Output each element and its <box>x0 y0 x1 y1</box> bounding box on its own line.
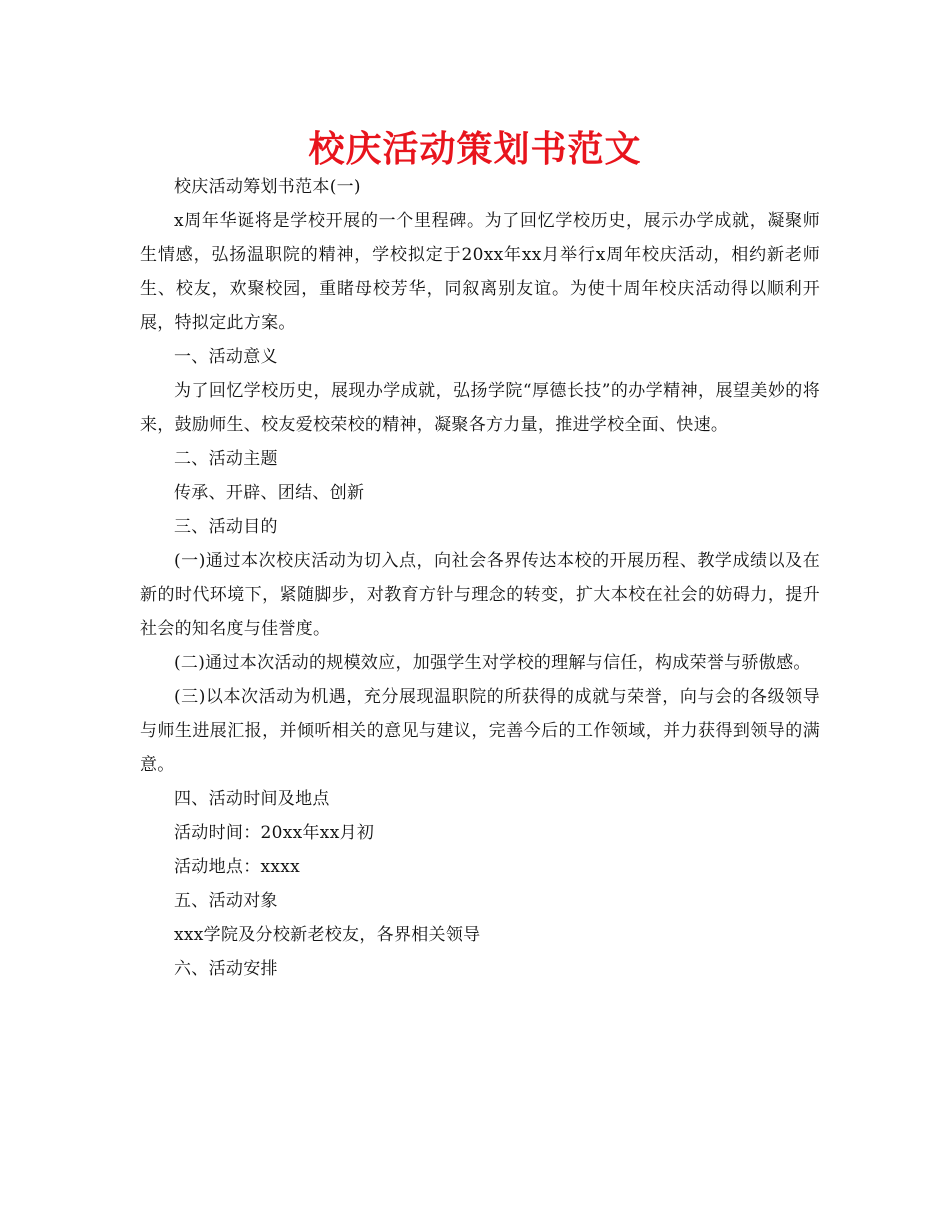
section-heading-participants: 五、活动对象 <box>174 891 278 911</box>
paragraph-purpose-3: (三)以本次活动为机遇，充分展现温职院的所获得的成就与荣誉，向与会的各级领导与师生进展汇报，并倾听相关的意见与建议，完善今后的工作领域，并力获得到领导的满意。 <box>140 687 820 775</box>
paragraph-purpose-1: (一)通过本次校庆活动为切入点，向社会各界传达本校的开展历程、教学成绩以及在新的时代环境下，紧随脚步，对教育方针与理念的转变，扩大本校在社会的妨碍力，提升社会的知名度与佳誉度。 <box>140 551 820 639</box>
paragraph-activity-place: 活动地点：xxxx <box>174 857 301 877</box>
paragraph-intro: x周年华诞将是学校开展的一个里程碑。为了回忆学校历史，展示办学成就，凝聚师生情感，弘扬温职院的精神，学校拟定于20xx年xx月举行x周年校庆活动，相约新老师生、校友，欢聚校园，重睹母校芳华，同叙离别友谊。为使十周年校庆活动得以顺利开展，特拟定此方案。 <box>140 211 820 333</box>
section-heading-theme: 二、活动主题 <box>174 449 278 469</box>
paragraph-activity-time: 活动时间：20xx年xx月初 <box>174 823 375 843</box>
document-body <box>140 170 820 986</box>
section-heading-time-place: 四、活动时间及地点 <box>174 789 330 809</box>
paragraph-heading-template: 校庆活动筹划书范本(一) <box>174 177 361 197</box>
section-heading-significance: 一、活动意义 <box>174 347 278 367</box>
paragraph-participants: xxx学院及分校新老校友，各界相关领导 <box>174 925 481 945</box>
paragraph-significance: 为了回忆学校历史，展现办学成就，弘扬学院“厚德长技”的办学精神，展望美妙的将来，鼓励师生、校友爱校荣校的精神，凝聚各方力量，推进学校全面、快速。 <box>140 381 820 435</box>
paragraph-theme: 传承、开辟、团结、创新 <box>174 483 365 503</box>
document-title: 校庆活动策划书范文 <box>308 129 642 170</box>
section-heading-arrangement: 六、活动安排 <box>174 959 278 979</box>
section-heading-purpose: 三、活动目的 <box>174 517 278 537</box>
paragraph-purpose-2: (二)通过本次活动的规模效应，加强学生对学校的理解与信任，构成荣誉与骄傲感。 <box>174 653 811 673</box>
